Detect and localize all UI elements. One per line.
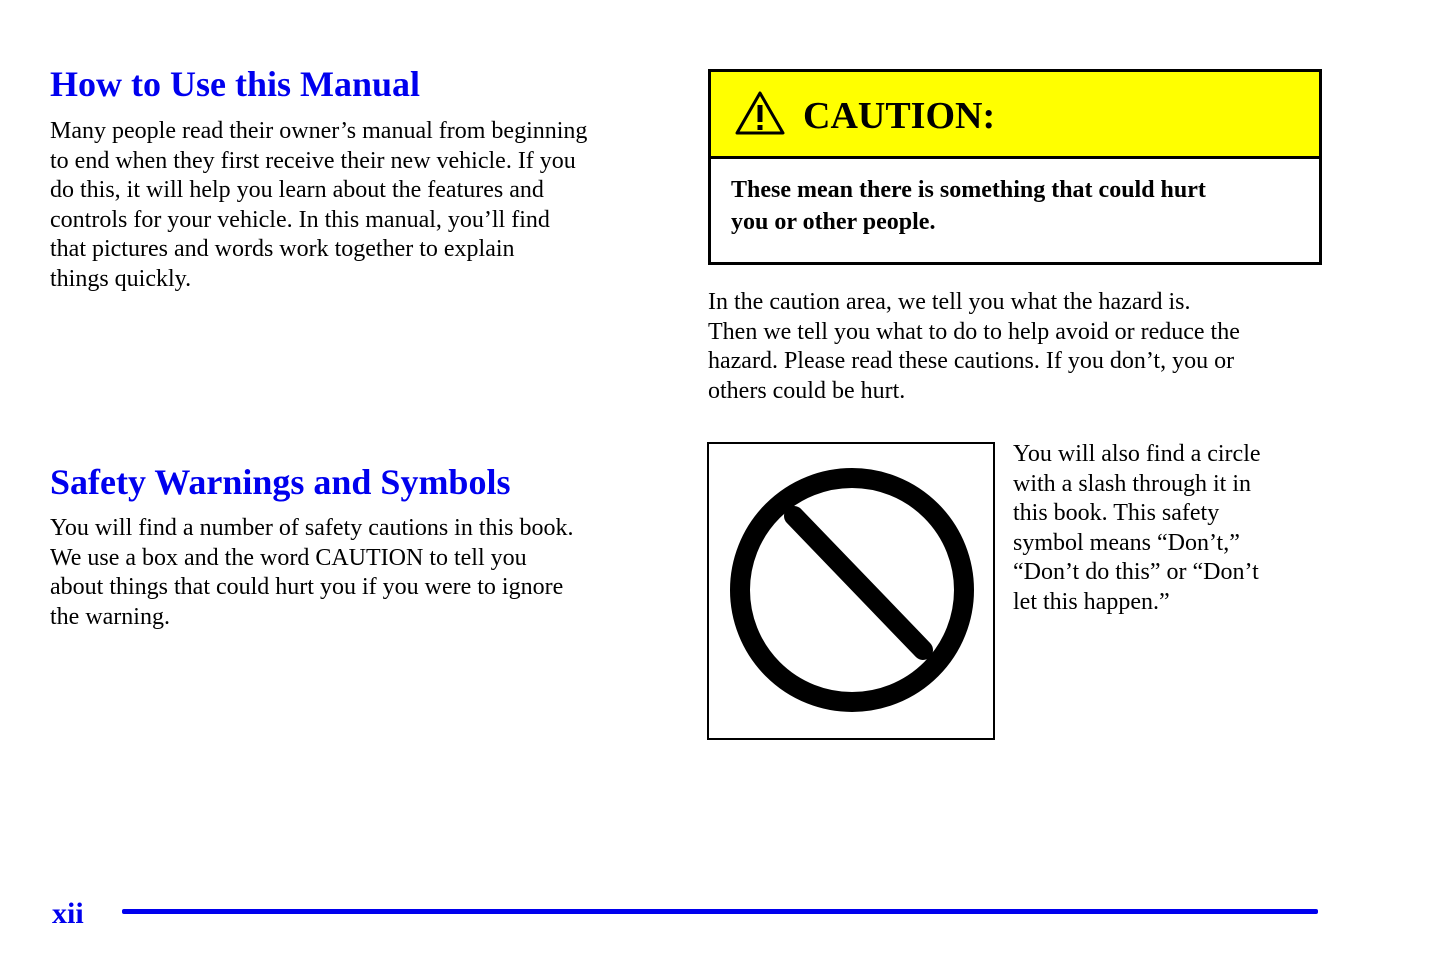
caution-body-text: These mean there is something that could hurt you or other people. — [731, 177, 1206, 235]
prohibition-circle-slash-icon — [709, 444, 993, 738]
how-to-use-paragraph: Many people read their owner’s manual from beginning to end when they first receive their new vehicle. If you do this, it will help you learn about the features and controls for your vehicle. In this manual, you’ll find that pictures and words work together to explain things quickly. — [50, 118, 588, 292]
no-symbol-box — [707, 442, 995, 740]
safety-warnings-paragraph: You will find a number of safety cautions in this book. We use a box and the word CAUTION to tell you about things that could hurt you if you were to ignore the warning. — [50, 515, 574, 630]
warning-triangle-icon — [734, 90, 786, 136]
no-symbol-description: You will also find a circle with a slash through it in this book. This safety symbol means “Don’t,” “Don’t do this” or “Don’t let this happen.” — [1013, 441, 1261, 615]
how-to-use-heading: How to Use this Manual — [50, 64, 421, 104]
page-number: xii — [52, 897, 84, 930]
caution-explanation-paragraph: In the caution area, we tell you what the hazard is. Then we tell you what to do to help avoid or reduce the hazard. Please read these cautions. If you don’t, you or others could be hurt. — [708, 289, 1240, 404]
caution-title: CAUTION: — [803, 95, 996, 137]
caution-header — [711, 72, 1319, 159]
footer-rule — [122, 909, 1318, 914]
safety-warnings-heading: Safety Warnings and Symbols — [50, 462, 511, 502]
caution-box — [708, 69, 1322, 265]
